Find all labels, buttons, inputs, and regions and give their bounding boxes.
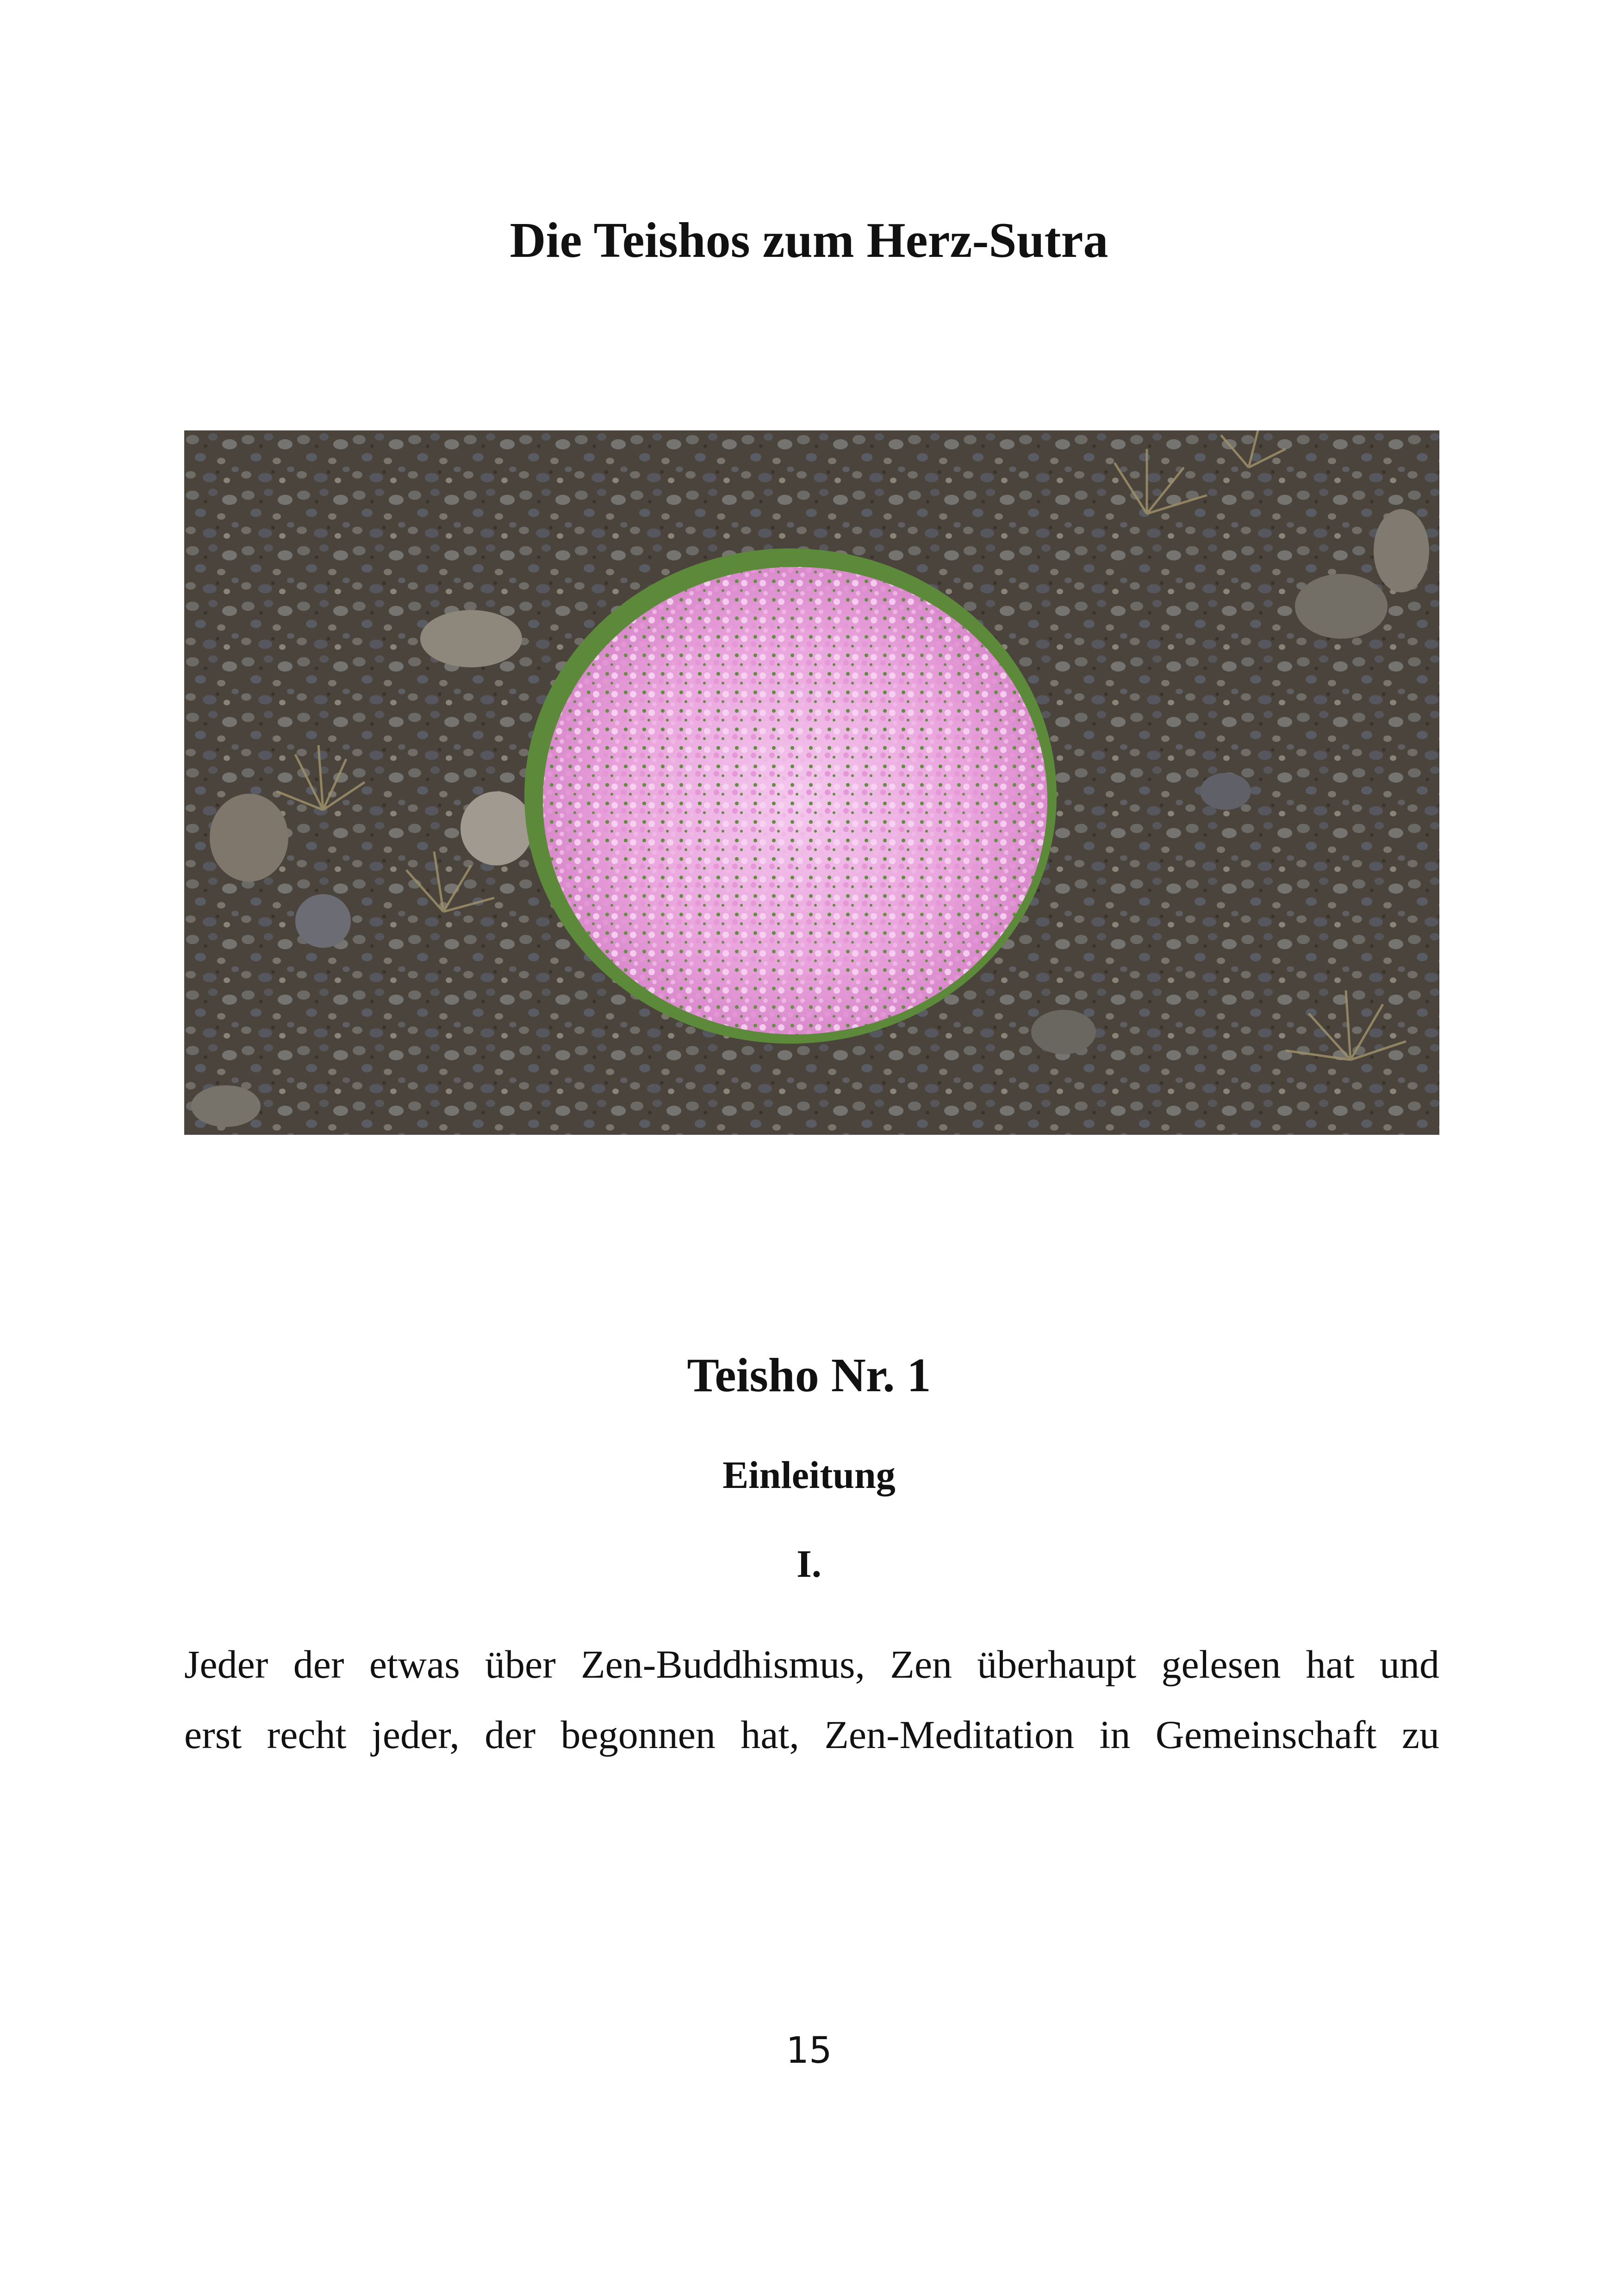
section-title: Einleitung [722,1454,896,1497]
chapter-title: Teisho Nr. 1 [687,1349,931,1402]
flower-photo [184,430,1439,1135]
flower-photo-illustration [184,430,1439,1135]
book-title: Die Teishos zum Herz-Sutra [510,213,1108,268]
body-line: Jeder der etwas über Zen-Buddhismus, Zen überhaupt gelesen hat und [184,1642,1439,1686]
flower-cushion [524,548,1057,1044]
body-line: erst recht jeder, der begonnen hat, Zen-Meditation in Gemeinschaft zu [184,1712,1439,1757]
page-number: 15 [786,2030,832,2072]
section-numeral: I. [797,1543,821,1586]
body-paragraph [184,1629,1439,1770]
